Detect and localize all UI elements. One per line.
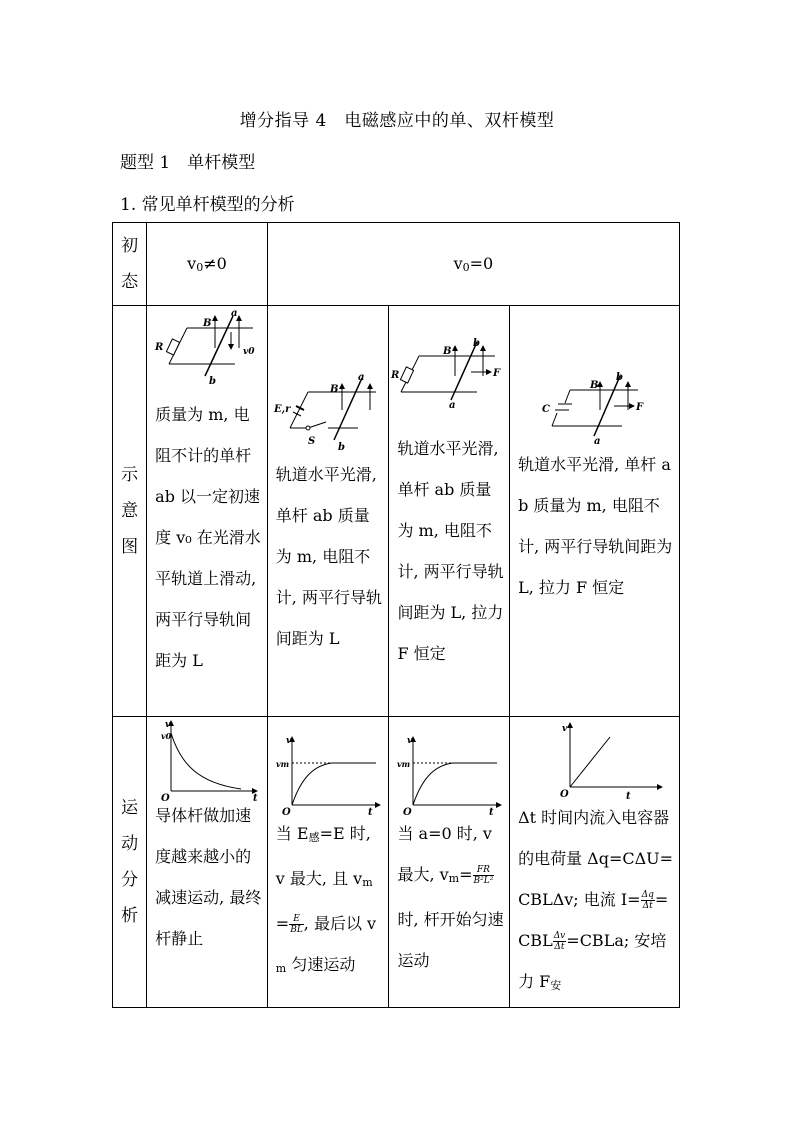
- motion-cell-1: [147, 717, 268, 1008]
- svg-text:a: a: [357, 372, 365, 383]
- section-heading: 题型 1 单杆模型: [120, 153, 256, 173]
- diagram-description-2: 轨道水平光滑, 单杆 ab 质量为 m, 电阻不计, 两平行导轨间距为 L: [275, 465, 382, 648]
- svg-text:O: O: [161, 793, 170, 801]
- svg-text:a: a: [231, 308, 238, 319]
- svg-text:R: R: [391, 370, 400, 381]
- motion-description-4: Δt 时间内流入电容器的电荷量 Δq=CΔU=CBLΔv; 电流 I= $\frac{\Delta q}{\Delta t}$ =CBL $\frac{\Delta v}{\Delta t}$ =CBLa; 安培力 F安: [518, 808, 674, 992]
- diagram-cell-1: [147, 306, 268, 717]
- motion-description-2: 当 E感=E 时, v 最大, 且 vm= $\frac{E}{BL}$ , 最后以 vm 匀速运动: [275, 824, 377, 975]
- fraction-fr-over-b2l2: $\frac{FR}{\text{B²L²}}$: [473, 865, 494, 886]
- svg-text:O: O: [281, 807, 291, 817]
- svg-text:v: v: [562, 724, 568, 734]
- diagram-cell-2: [267, 306, 389, 717]
- svg-text:F: F: [493, 368, 501, 379]
- fraction-e-over-bl: $\frac{E}{BL}$: [290, 914, 303, 935]
- svg-text:R: R: [155, 342, 164, 353]
- document-title: 增分指导 4 电磁感应中的单、双杆模型: [239, 111, 555, 131]
- velocity-linear-graph: [510, 717, 679, 801]
- motion-cell-4: [510, 717, 680, 1008]
- fraction-dv-over-dt: $\frac{\Delta v}{\Delta t}$: [553, 931, 566, 952]
- table-row-initial-state: [113, 223, 680, 306]
- circuit-diagram-battery-switch: [268, 306, 389, 456]
- motion-description-1: 导体杆做加速度越来越小的减速运动, 最终杆静止: [155, 806, 262, 948]
- motion-cell-2: [267, 717, 389, 1008]
- svg-text:b: b: [473, 338, 481, 349]
- diagram-cell-3: [389, 306, 510, 717]
- svg-text:vm: vm: [397, 759, 411, 769]
- motion-cell-3: [389, 717, 510, 1008]
- initial-state-nonzero: v0≠0: [147, 223, 268, 306]
- svg-text:E,r: E,r: [273, 404, 291, 415]
- svg-text:v0: v0: [161, 731, 172, 741]
- svg-text:t: t: [489, 807, 495, 817]
- fraction-dq-over-dt: $\frac{\Delta q}{\Delta t}$: [641, 890, 654, 911]
- svg-text:v: v: [407, 736, 413, 746]
- svg-text:C: C: [542, 404, 551, 415]
- svg-text:S: S: [307, 436, 316, 447]
- row-label-motion: 运 动 分 析: [113, 717, 147, 1008]
- diagram-cell-4: [510, 306, 680, 717]
- svg-text:vm: vm: [275, 759, 289, 769]
- circuit-diagram-capacitor-force: [510, 306, 679, 446]
- svg-text:v0: v0: [243, 347, 255, 357]
- single-rod-model-table: [112, 222, 680, 1008]
- row-label-diagram: 示 意 图: [113, 306, 147, 717]
- svg-text:b: b: [209, 376, 217, 386]
- svg-text:B: B: [329, 384, 339, 395]
- motion-description-3: 当 a=0 时, v 最大, vm= $\frac{FR}{\text{B²L²}}$ 时, 杆开始匀速运动: [397, 824, 504, 970]
- diagram-description-4: 轨道水平光滑, 单杆 ab 质量为 m, 电阻不计, 两平行导轨间距为 L, 拉力 F 恒定: [518, 455, 673, 597]
- svg-text:v: v: [285, 736, 292, 746]
- svg-text:t: t: [253, 793, 258, 801]
- diagram-description-3: 轨道水平光滑, 单杆 ab 质量为 m, 电阻不计, 两平行导轨间距为 L, 拉力 F 恒定: [397, 439, 504, 663]
- velocity-rise-graph-battery: [268, 717, 389, 817]
- circuit-diagram-resistor-v0: [147, 306, 267, 386]
- svg-text:a: a: [449, 400, 456, 411]
- svg-text:a: a: [594, 436, 601, 446]
- svg-text:v: v: [165, 720, 171, 730]
- svg-text:b: b: [337, 442, 345, 453]
- svg-text:B: B: [443, 346, 452, 357]
- svg-text:O: O: [560, 789, 569, 800]
- subsection-heading: 1. 常见单杆模型的分析: [120, 195, 295, 215]
- svg-text:F: F: [636, 402, 644, 413]
- initial-state-zero: v0=0: [267, 223, 679, 306]
- svg-text:O: O: [403, 807, 413, 817]
- diagram-description-1: 质量为 m, 电阻不计的单杆 ab 以一定初速度 v₀ 在光滑水平轨道上滑动, 两平行导轨间距为 L: [155, 405, 261, 670]
- table-row-diagram: [113, 306, 680, 717]
- svg-text:B: B: [590, 380, 599, 391]
- svg-text:b: b: [616, 372, 624, 383]
- svg-text:B: B: [203, 318, 212, 329]
- table-row-motion: [113, 717, 680, 1008]
- circuit-diagram-resistor-force: [389, 306, 509, 426]
- velocity-decay-graph: [147, 717, 267, 801]
- svg-text:t: t: [626, 791, 631, 801]
- row-label-initial: 初 态: [113, 223, 147, 306]
- velocity-rise-graph-force: [389, 717, 509, 817]
- svg-text:t: t: [367, 807, 373, 817]
